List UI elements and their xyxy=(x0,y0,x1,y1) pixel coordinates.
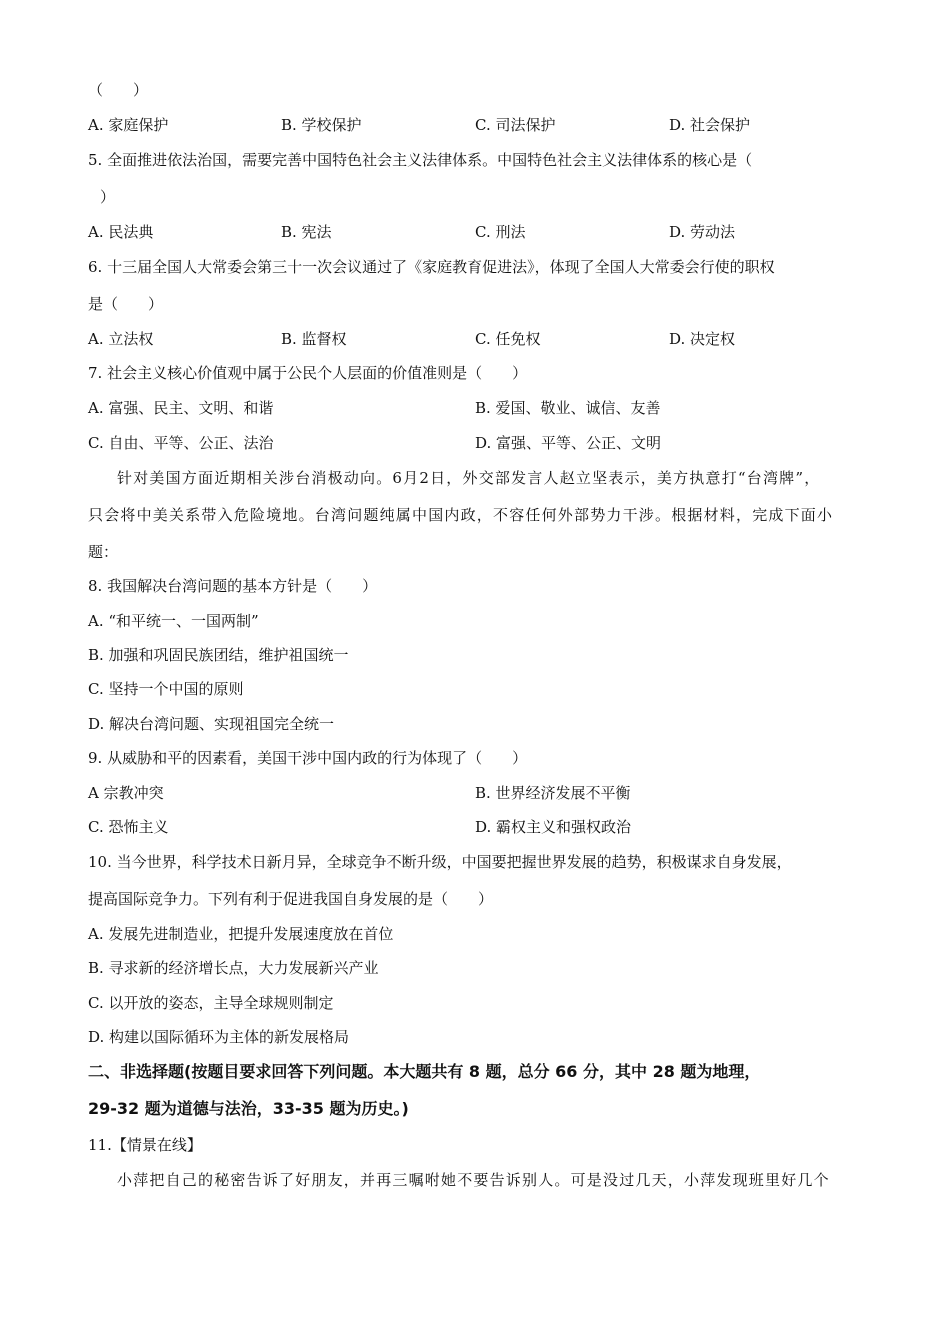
q4-option-a: A. 家庭保护 xyxy=(88,116,169,134)
q9-option-d: D. 霸权主义和强权政治 xyxy=(475,818,632,836)
q8-option-a: A. “和平统一、一国两制” xyxy=(88,612,259,630)
q5-stem: 5. 全面推进依法治国，需要完善中国特色社会主义法律体系。中国特色社会主义法律体系的核心是（ xyxy=(88,151,753,169)
q5-stem-line2: ） xyxy=(100,188,116,206)
q11-label: 11.【情景在线】 xyxy=(88,1136,202,1154)
q10-stem-line2: 提高国际竞争力。下列有利于促进我国自身发展的是（ ） xyxy=(88,890,494,908)
q7-option-a: A. 富强、民主、文明、和谐 xyxy=(88,399,274,417)
q6-stem: 6. 十三届全国人大常委会第三十一次会议通过了《家庭教育促进法》，体现了全国人大常委会行使的职权 xyxy=(88,258,775,276)
q9-stem: 9. 从威胁和平的因素看，美国干涉中国内政的行为体现了（ ） xyxy=(88,749,528,767)
q7-option-b: B. 爱国、敬业、诚信、友善 xyxy=(475,399,661,417)
q4-option-d: D. 社会保护 xyxy=(669,116,751,134)
q4-option-c: C. 司法保护 xyxy=(475,116,556,134)
q5-option-c: C. 刑法 xyxy=(475,223,526,241)
material-line2: 只会将中美关系带入危险境地。台湾问题纯属中国内政，不容任何外部势力干涉。根据材料，完成下面小 xyxy=(88,506,834,524)
q9-option-c: C. 恐怖主义 xyxy=(88,818,169,836)
q6-stem-line2: 是（ ） xyxy=(88,295,164,313)
q8-option-b: B. 加强和巩固民族团结，维护祖国统一 xyxy=(88,646,349,664)
q4-stem-continuation: （ ） xyxy=(88,81,149,99)
section2-heading-line2: 29-32 题为道德与法治，33-35 题为历史。) xyxy=(88,1099,409,1118)
q10-option-c: C. 以开放的姿态，主导全球规则制定 xyxy=(88,994,334,1012)
section2-heading: 二、非选择题(按题目要求回答下列问题。本大题共有 8 题，总分 66 分，其中 28 题为地理， xyxy=(88,1062,761,1081)
q7-option-d: D. 富强、平等、公正、文明 xyxy=(475,434,662,452)
material-line1: 针对美国方面近期相关涉台消极动向。6月2日，外交部发言人赵立坚表示，美方执意打“台湾牌”， xyxy=(117,469,821,487)
q5-option-d: D. 劳动法 xyxy=(669,223,736,241)
q9-option-a: A 宗教冲突 xyxy=(88,784,164,802)
q7-stem: 7. 社会主义核心价值观中属于公民个人层面的价值准则是（ ） xyxy=(88,364,528,382)
q8-option-d: D. 解决台湾问题、实现祖国完全统一 xyxy=(88,715,335,733)
q4-option-b: B. 学校保护 xyxy=(281,116,362,134)
q10-option-b: B. 寻求新的经济增长点，大力发展新兴产业 xyxy=(88,959,379,977)
q6-option-a: A. 立法权 xyxy=(88,330,154,348)
q10-option-a: A. 发展先进制造业，把提升发展速度放在首位 xyxy=(88,925,394,943)
q6-option-d: D. 决定权 xyxy=(669,330,736,348)
q6-option-b: B. 监督权 xyxy=(281,330,347,348)
q6-option-c: C. 任免权 xyxy=(475,330,541,348)
q9-option-b: B. 世界经济发展不平衡 xyxy=(475,784,631,802)
q7-option-c: C. 自由、平等、公正、法治 xyxy=(88,434,274,452)
q8-stem: 8. 我国解决台湾问题的基本方针是（ ） xyxy=(88,577,378,595)
q5-option-a: A. 民法典 xyxy=(88,223,154,241)
material-line3: 题： xyxy=(88,543,119,561)
q5-option-b: B. 宪法 xyxy=(281,223,332,241)
q8-option-c: C. 坚持一个中国的原则 xyxy=(88,680,244,698)
q10-stem: 10. 当今世界，科学技术日新月异，全球竞争不断升级，中国要把握世界发展的趋势，积极谋求自身发展， xyxy=(88,853,792,871)
q10-option-d: D. 构建以国际循环为主体的新发展格局 xyxy=(88,1028,350,1046)
q11-text: 小萍把自己的秘密告诉了好朋友，并再三嘱咐她不要告诉别人。可是没过几天，小萍发现班里好几个 xyxy=(117,1171,830,1189)
